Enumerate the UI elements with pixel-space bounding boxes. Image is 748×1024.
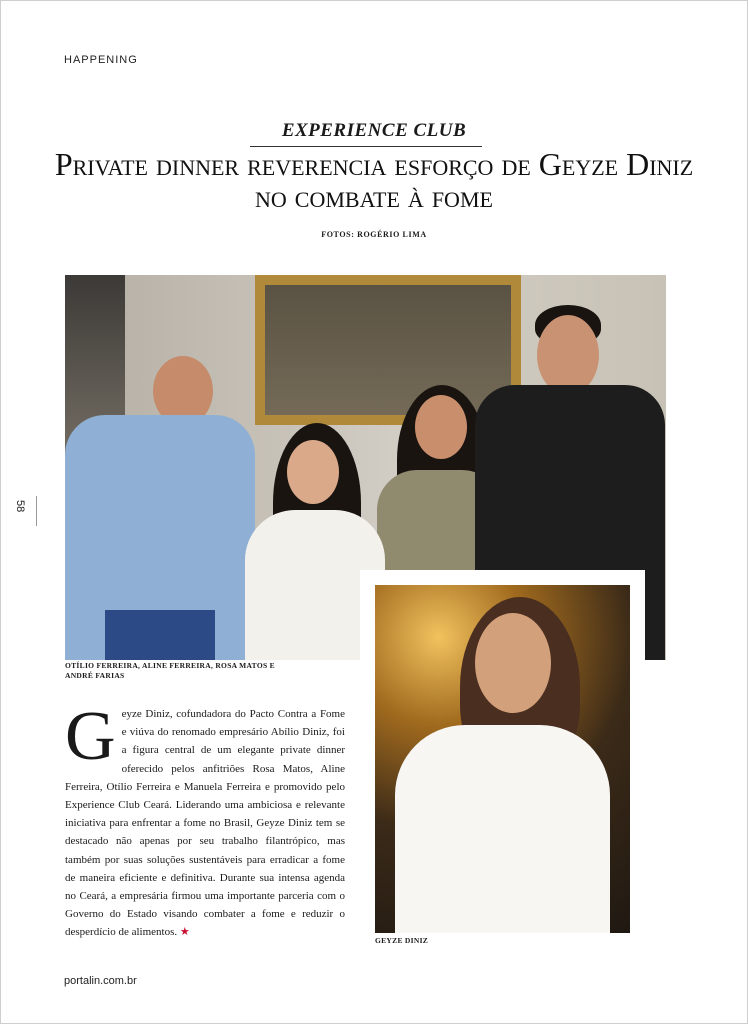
article-text: eyze Diniz, cofundadora do Pacto Contra a Fome e viúva do renomado empresário Abílio Diniz, foi a figura central de um elegante private dinner oferecido pelos anfitriões Rosa Matos, Aline Ferreira, Otílio Ferreira e Manuela Ferreira e promovido pelo Experience Club Ceará. Liderando uma ambiciosa e relevante iniciativa para enfrentar a fome no Brasil, Geyze Diniz tem se destacado não apenas por seu trabalho filantrópico, mas também por suas soluções sustentáveis para erradicar a fome de maneira eficiente e definitiva. Durante sua intensa agenda no Ceará, a empresária firmou uma importante parceria com o Governo do Estado visando combater a fome e reduzir o desperdício de alimentos. — [65, 708, 345, 939]
caption-inset: GEYZE DINIZ — [375, 936, 429, 945]
page-number: 58 — [14, 500, 26, 513]
page-number-rule — [36, 496, 37, 526]
end-mark-icon: ★ — [179, 926, 190, 939]
footer-url[interactable]: portalin.com.br — [64, 975, 137, 987]
article-body — [65, 698, 345, 942]
kicker: EXPERIENCE CLUB — [281, 120, 467, 141]
photo-credit: FOTOS: ROGÉRIO LIMA — [321, 230, 427, 239]
portrait-photo — [375, 585, 630, 933]
headline: Private dinner reverencia esforço de Geyze Diniz no combate à fome — [54, 146, 694, 214]
person-otilio — [65, 320, 255, 660]
section-tag: HAPPENING — [64, 54, 138, 66]
drop-cap: G — [65, 698, 116, 775]
caption-main: OTÍLIO FERREIRA, ALINE FERREIRA, ROSA MATOS E ANDRÉ FARIAS — [65, 661, 275, 680]
